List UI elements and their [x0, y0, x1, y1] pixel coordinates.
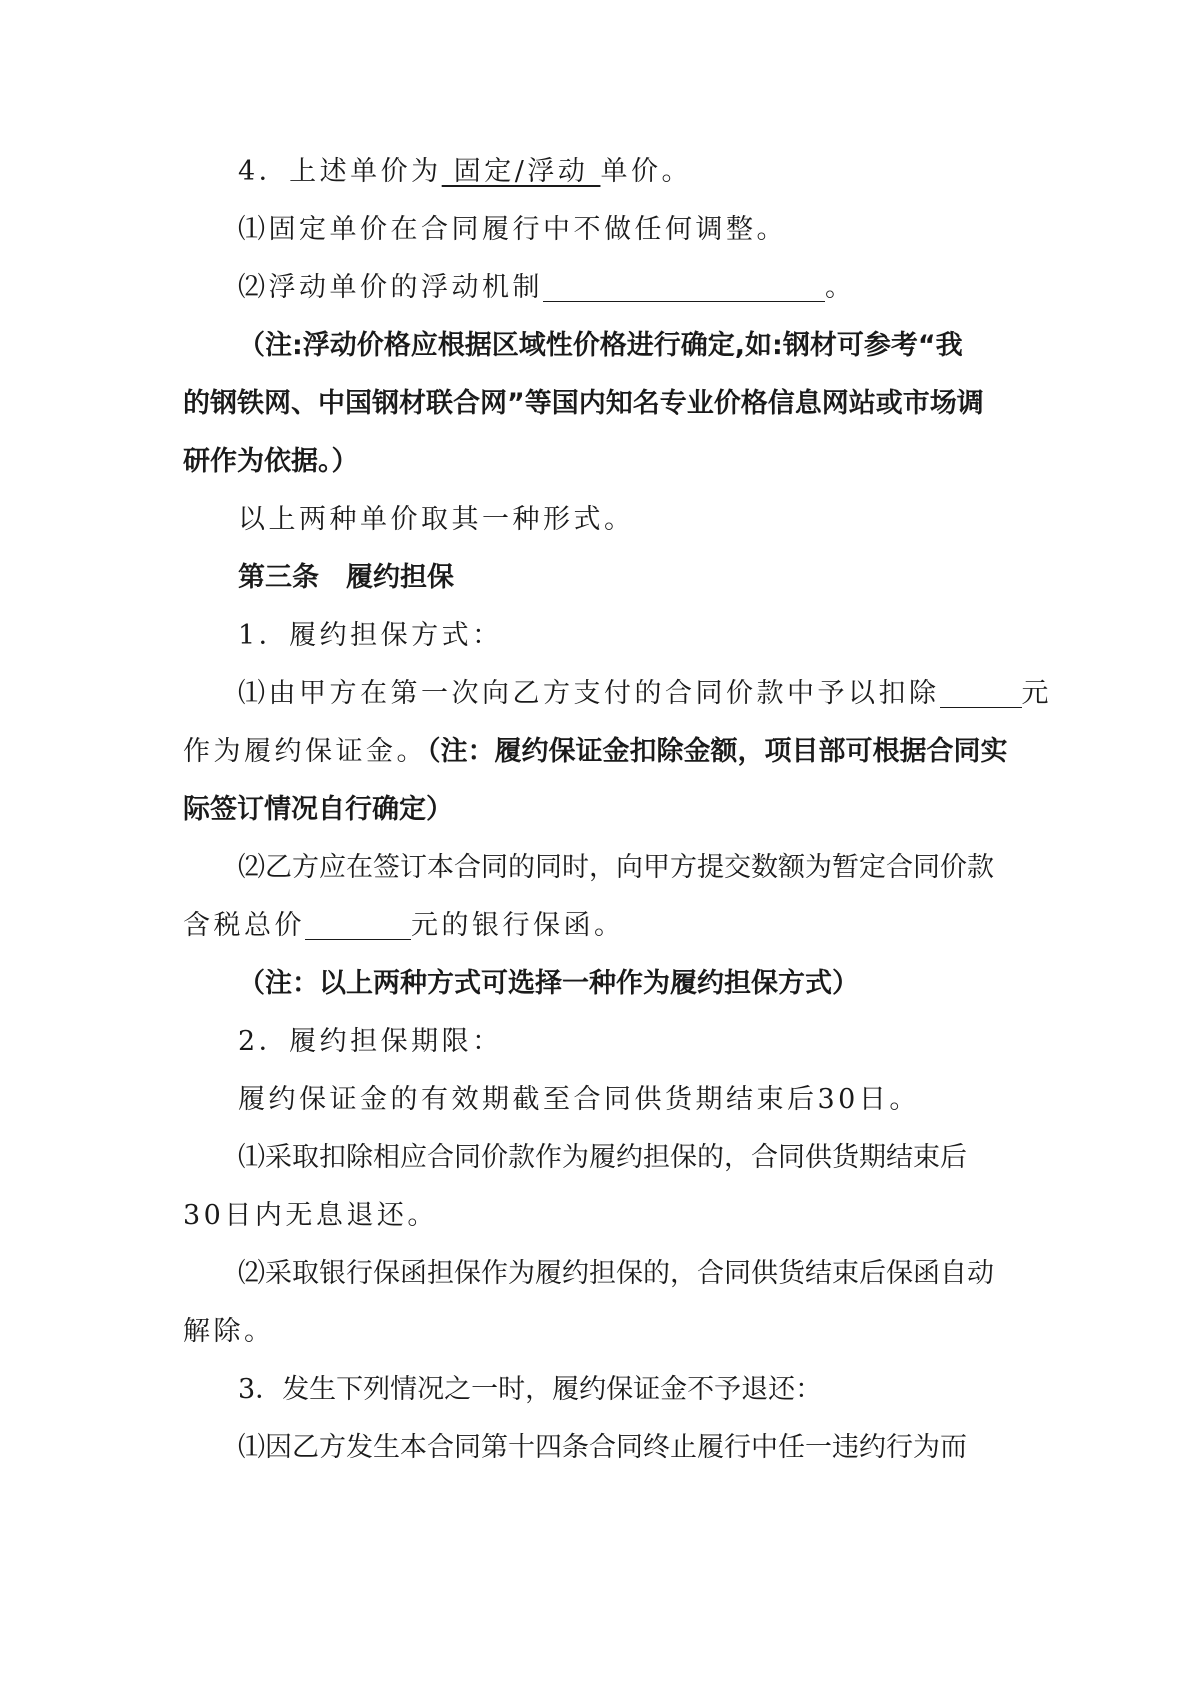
paragraph-bank-guarantee: ⑵乙方应在签订本合同的同时，向甲方提交数额为暂定合同价款	[238, 852, 994, 883]
clause-text: 。	[825, 272, 856, 303]
subheading-guarantee-method: 1．履约担保方式：	[238, 620, 503, 651]
paragraph-fixed-price: ⑴固定单价在合同履行中不做任何调整。	[238, 214, 787, 245]
clause-text: ⑴由甲方在第一次向乙方支付的合同价款中予以扣除	[238, 678, 940, 709]
note-choose-method: （注：以上两种方式可选择一种作为履约担保方式）	[238, 968, 859, 999]
floating-mechanism-blank	[543, 271, 825, 302]
paragraph-bank-guarantee-cont	[183, 906, 625, 946]
price-type-field: 固定/浮动	[441, 156, 601, 187]
clause-text: ⑵浮动单价的浮动机制	[238, 272, 543, 303]
note-deposit: （注：履约保证金扣除金额，项目部可根据合同实	[427, 736, 1008, 767]
clause-text: 4．上述单价为	[238, 156, 442, 187]
paragraph-deduction	[238, 674, 1052, 714]
note-floating-price: （注:浮动价格应根据区域性价格进行确定,如:钢材可参考“我	[238, 330, 963, 361]
clause-text: 作为履约保证金。	[183, 736, 427, 767]
note-floating-price-end: 研作为依据。）	[183, 446, 359, 477]
note-floating-price-cont: 的钢铁网、中国钢材联合网”等国内知名专业价格信息网站或市场调	[183, 388, 984, 419]
clause-text: 单价。	[600, 156, 692, 187]
paragraph-bank-release: ⑵采取银行保函担保作为履约担保的，合同供货结束后保函自动	[238, 1258, 994, 1289]
paragraph-forfeiture-1: ⑴因乙方发生本合同第十四条合同终止履行中任一违约行为而	[238, 1432, 967, 1463]
clause-text: 元的银行保函。	[411, 910, 625, 941]
paragraph-deposit	[183, 732, 1008, 772]
note-deposit-cont: 际签订情况自行确定）	[183, 794, 453, 825]
paragraph-validity: 履约保证金的有效期截至合同供货期结束后30日。	[238, 1084, 920, 1115]
paragraph-bank-release-cont: 解除。	[183, 1316, 275, 1347]
deduction-amount-blank	[940, 677, 1022, 708]
paragraph-deduction-refund-cont: 30日内无息退还。	[183, 1200, 438, 1231]
clause-text: 含税总价	[183, 910, 305, 941]
clause-text: 元	[1021, 678, 1052, 709]
paragraph-unit-price	[238, 152, 692, 192]
subheading-guarantee-period: 2．履约担保期限：	[238, 1026, 503, 1057]
total-price-blank	[305, 909, 411, 940]
subheading-forfeiture: 3．发生下列情况之一时，履约保证金不予退还：	[238, 1374, 823, 1405]
section-heading: 第三条 履约担保	[238, 562, 454, 593]
paragraph-floating-mechanism	[238, 268, 856, 308]
paragraph-choose-one: 以上两种单价取其一种形式。	[238, 504, 635, 535]
paragraph-deduction-refund: ⑴采取扣除相应合同价款作为履约担保的，合同供货期结束后	[238, 1142, 967, 1173]
